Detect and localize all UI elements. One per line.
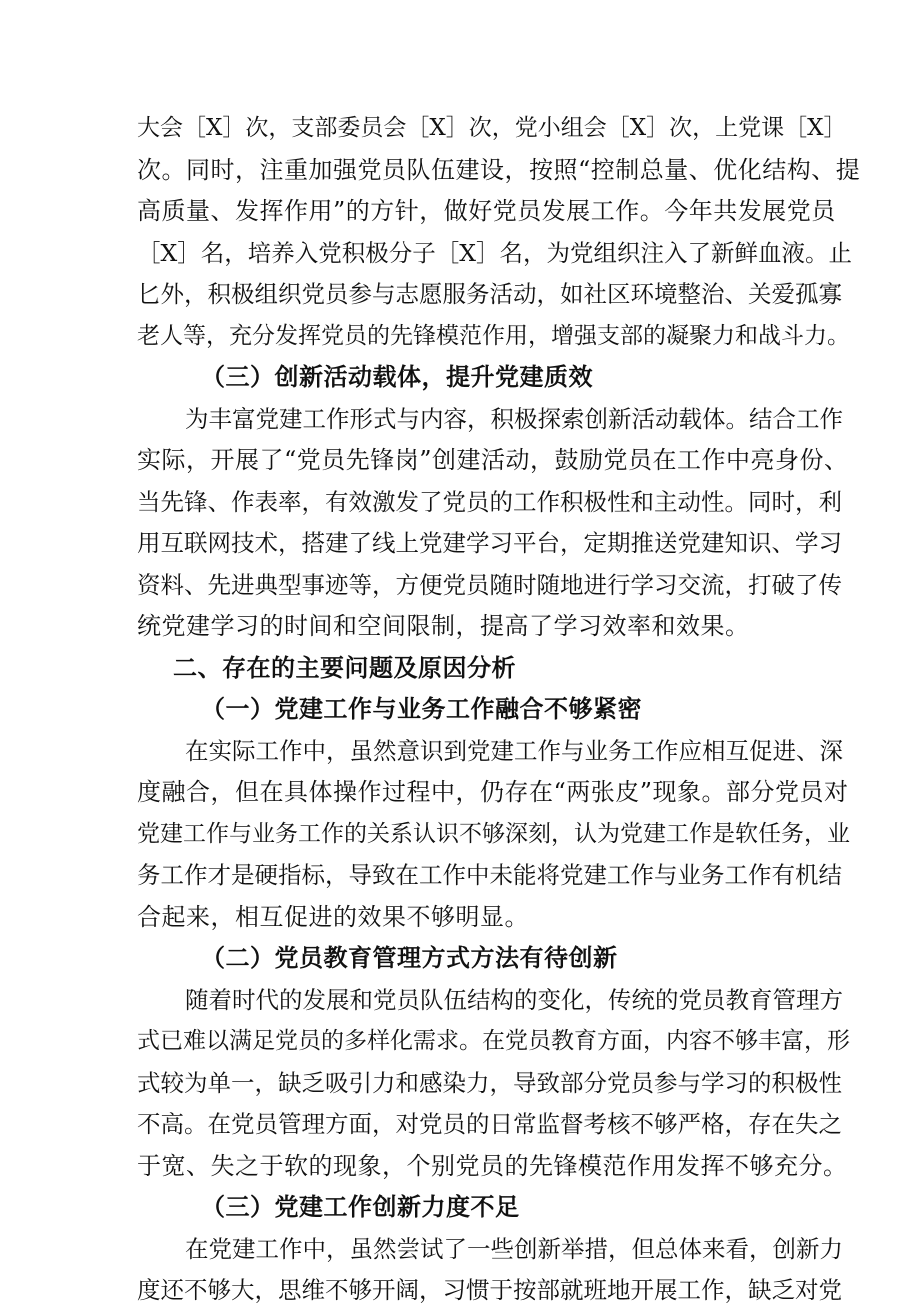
body-line: 度还不够大，思维不够开阔，习惯于按部就班地开展工作，缺乏对党 bbox=[137, 1276, 842, 1304]
body-line: 高质量、发挥作用”的方针，做好党员发展工作。今年共发展党员 bbox=[137, 197, 836, 225]
body-line: 随着时代的发展和党员队伍结构的变化，传统的党员教育管理方 bbox=[185, 985, 843, 1014]
body-line: 资料、先进典型事迹等，方便党员随时随地进行学习交流，打破了传 bbox=[137, 570, 842, 599]
body-line: 在党建工作中，虽然尝试了一些创新举措，但总体来看，创新力 bbox=[185, 1234, 843, 1263]
section-heading-2: （二）党员教育管理方式方法有待创新 bbox=[201, 944, 618, 972]
body-line: 用互联网技术，搭建了线上党建学习平台，定期推送党建知识、学习 bbox=[137, 529, 842, 557]
section-heading-3b: （三）党建工作创新力度不足 bbox=[201, 1193, 520, 1221]
body-line: 匕外，积极组织党员参与志愿服务活动，如社区环境整治、关爱孤寡 bbox=[137, 280, 842, 308]
body-line: 不高。在党员管理方面，对党员的日常监督考核不够严格，存在失之 bbox=[137, 1110, 842, 1138]
body-line: 大会［X］次，支部委员会［X］次，党小组会［X］次，上党课［X］ bbox=[137, 115, 847, 141]
body-line: 式较为单一，缺乏吸引力和感染力，导致部分党员参与学习的积极性 bbox=[137, 1068, 842, 1097]
body-line: 次。同时，注重加强党员队伍建设，按照“控制总量、优化结构、提 bbox=[137, 155, 861, 184]
body-line: 老人等，充分发挥党员的先锋模范作用，增强支部的凝聚力和战斗力。 bbox=[137, 322, 850, 349]
body-line: 务工作才是硬指标，导致在工作中未能将党建工作与业务工作有机结 bbox=[137, 861, 842, 889]
body-line: 统党建学习的时间和空间限制，提高了学习效率和效果。 bbox=[137, 612, 750, 640]
body-line: 于宽、失之于软的现象，个别党员的先锋模范作用发挥不够充分。 bbox=[137, 1151, 848, 1180]
section-heading-1: （一）党建工作与业务工作融合不够紧密 bbox=[201, 695, 642, 723]
body-line: 党建工作与业务工作的关系认识不够深刻，认为党建工作是软任务，业 bbox=[137, 820, 850, 847]
section-heading-3: （三）创新活动载体，提升党建质效 bbox=[201, 363, 593, 391]
chapter-heading-2: 二、存在的主要问题及原因分析 bbox=[173, 653, 516, 682]
body-line: 式已难以满足党员的多样化需求。在党员教育方面，内容不够丰富，形 bbox=[137, 1028, 850, 1054]
body-line: 当先锋、作表率，有效激发了党员的工作积极性和主动性。同时，利 bbox=[137, 487, 842, 516]
body-line: 合起来，相互促进的效果不够明显。 bbox=[137, 902, 529, 931]
body-line: 为丰富党建工作形式与内容，积极探索创新活动载体。结合工作 bbox=[185, 404, 843, 433]
body-line: 度融合，但在具体操作过程中，仍存在“两张皮”现象。部分党员对 bbox=[137, 778, 849, 806]
body-line: 实际，开展了“党员先锋岗”创建活动，鼓励党员在工作中亮身份、 bbox=[137, 446, 849, 474]
body-line: ［X］名，培养入党积极分子［X］名，为党组织注入了新鲜血液。止 bbox=[137, 238, 852, 267]
body-line: 在实际工作中，虽然意识到党建工作与业务工作应相互促进、深 bbox=[185, 736, 843, 765]
